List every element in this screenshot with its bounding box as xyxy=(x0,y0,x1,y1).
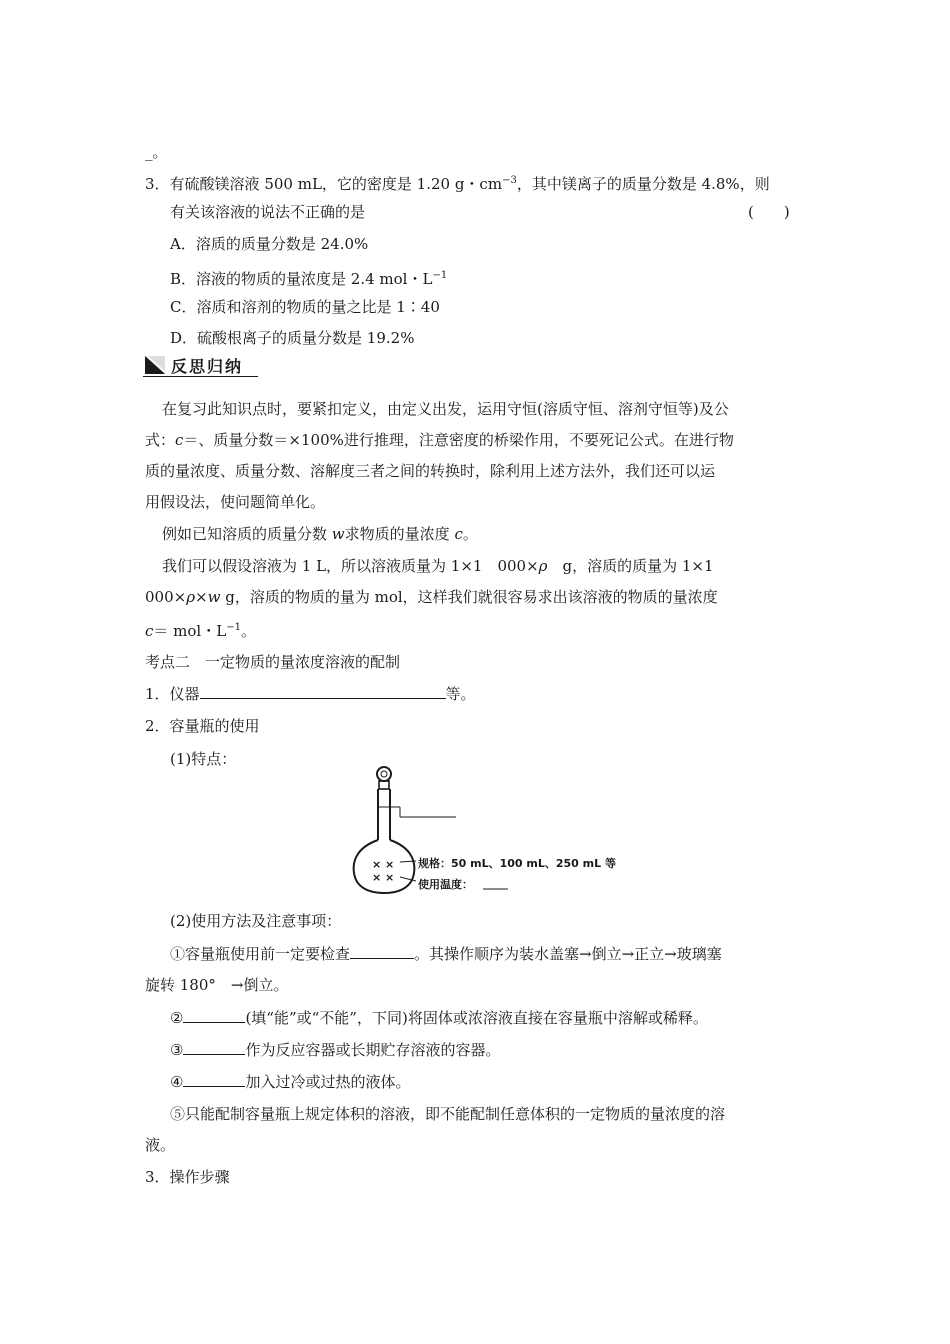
note-2: ② (填“能”或“不能”，下同)将固体或浓溶液直接在容量瓶中溶解或稀释。 xyxy=(170,1009,708,1027)
reflection-p3-line2: 000×ρ×w g，溶质的物质的量为 mol，这样我们就很容易求出该溶液的物质的量浓度 xyxy=(145,588,718,606)
reflection-p3-line3: c＝ mol・$L^{-1}$。 xyxy=(145,622,256,640)
note-5: ⑤只能配制容量瓶上规定体积的溶液，即不能配制任意体积的一定物质的量浓度的溶 xyxy=(170,1105,726,1123)
fill-blank[interactable] xyxy=(183,1008,245,1023)
fill-blank[interactable] xyxy=(183,1040,245,1055)
svg-text:× ×: × × xyxy=(372,871,395,884)
flask-spec-label: 规格：50 mL、100 mL、250 mL 等 xyxy=(418,857,616,870)
option-a: A．溶质的质量分数是 24.0% xyxy=(170,235,369,253)
note-4: ④ 加入过冷或过热的液体。 xyxy=(170,1073,411,1091)
kaodian-2-title: 考点二 一定物质的量浓度溶液的配制 xyxy=(145,653,401,671)
item-1-instruments: 1．仪器 等。 xyxy=(145,685,476,703)
option-d: D．硫酸根离子的质量分数是 19.2% xyxy=(170,329,415,347)
fill-blank[interactable] xyxy=(183,1072,245,1087)
reflection-p1-line3: 质的量浓度、质量分数、溶解度三者之间的转换时，除利用上述方法外，我们还可以运 xyxy=(145,462,716,480)
fill-blank[interactable] xyxy=(350,944,414,959)
option-b: B．溶液的物质的量浓度是 2.4 mol・$L^{-1}$ xyxy=(170,270,448,288)
note-1-line2: 旋转 180° →倒立。 xyxy=(145,976,289,994)
reflection-p3-line1: 我们可以假设溶液为 1 L，所以溶液质量为 1×1 000×ρ g，溶质的质量为 1×1 xyxy=(162,557,714,575)
reflection-heading xyxy=(143,354,258,377)
note-3: ③ 作为反应容器或长期贮存溶液的容器。 xyxy=(170,1041,501,1059)
option-c: C．溶质和溶剂的物质的量之比是 1∶40 xyxy=(170,298,440,316)
svg-text:× ×: × × xyxy=(372,858,395,871)
note-1: ①容量瓶使用前一定要检查 。其操作顺序为装水盖塞→倒立→正立→玻璃塞 xyxy=(170,945,722,963)
item-3-heading: 3．操作步骤 xyxy=(145,1168,230,1186)
continuation-fragment: _。 xyxy=(145,143,168,161)
reflection-heading-label: 反思归纳 xyxy=(171,357,244,376)
volumetric-flask-figure xyxy=(340,765,616,900)
fill-blank[interactable] xyxy=(200,684,446,699)
reflection-p2: 例如已知溶质的质量分数 w求物质的量浓度 c。 xyxy=(162,525,478,543)
sub-1-features: (1)特点： xyxy=(170,750,237,768)
reflection-p1-line2: 式：c＝、质量分数＝×100%进行推理，注意密度的桥梁作用，不要死记公式。在进行物 xyxy=(145,431,734,449)
volumetric-flask-icon xyxy=(340,765,610,900)
reflection-p1-line1: 在复习此知识点时，要紧扣定义，由定义出发，运用守恒(溶质守恒、溶剂守恒等)及公 xyxy=(162,400,729,418)
flask-temperature-label: 使用温度： xyxy=(418,878,473,891)
question-3-stem: 3．有硫酸镁溶液 500 mL，它的密度是 1.20 g・$cm^{-3}$，其中镁离子的质量分数是 4.8%，则 xyxy=(145,175,770,193)
note-5-line2: 液。 xyxy=(145,1136,176,1154)
question-3-stem-line2: 有关该溶液的说法不正确的是 xyxy=(170,203,366,221)
corner-triangle-icon xyxy=(145,356,165,374)
sub-2-usage: (2)使用方法及注意事项： xyxy=(170,912,342,930)
item-2-heading: 2．容量瓶的使用 xyxy=(145,717,260,735)
reflection-p1-line4: 用假设法，使问题简单化。 xyxy=(145,493,326,511)
answer-paren: ( ) xyxy=(748,203,790,221)
